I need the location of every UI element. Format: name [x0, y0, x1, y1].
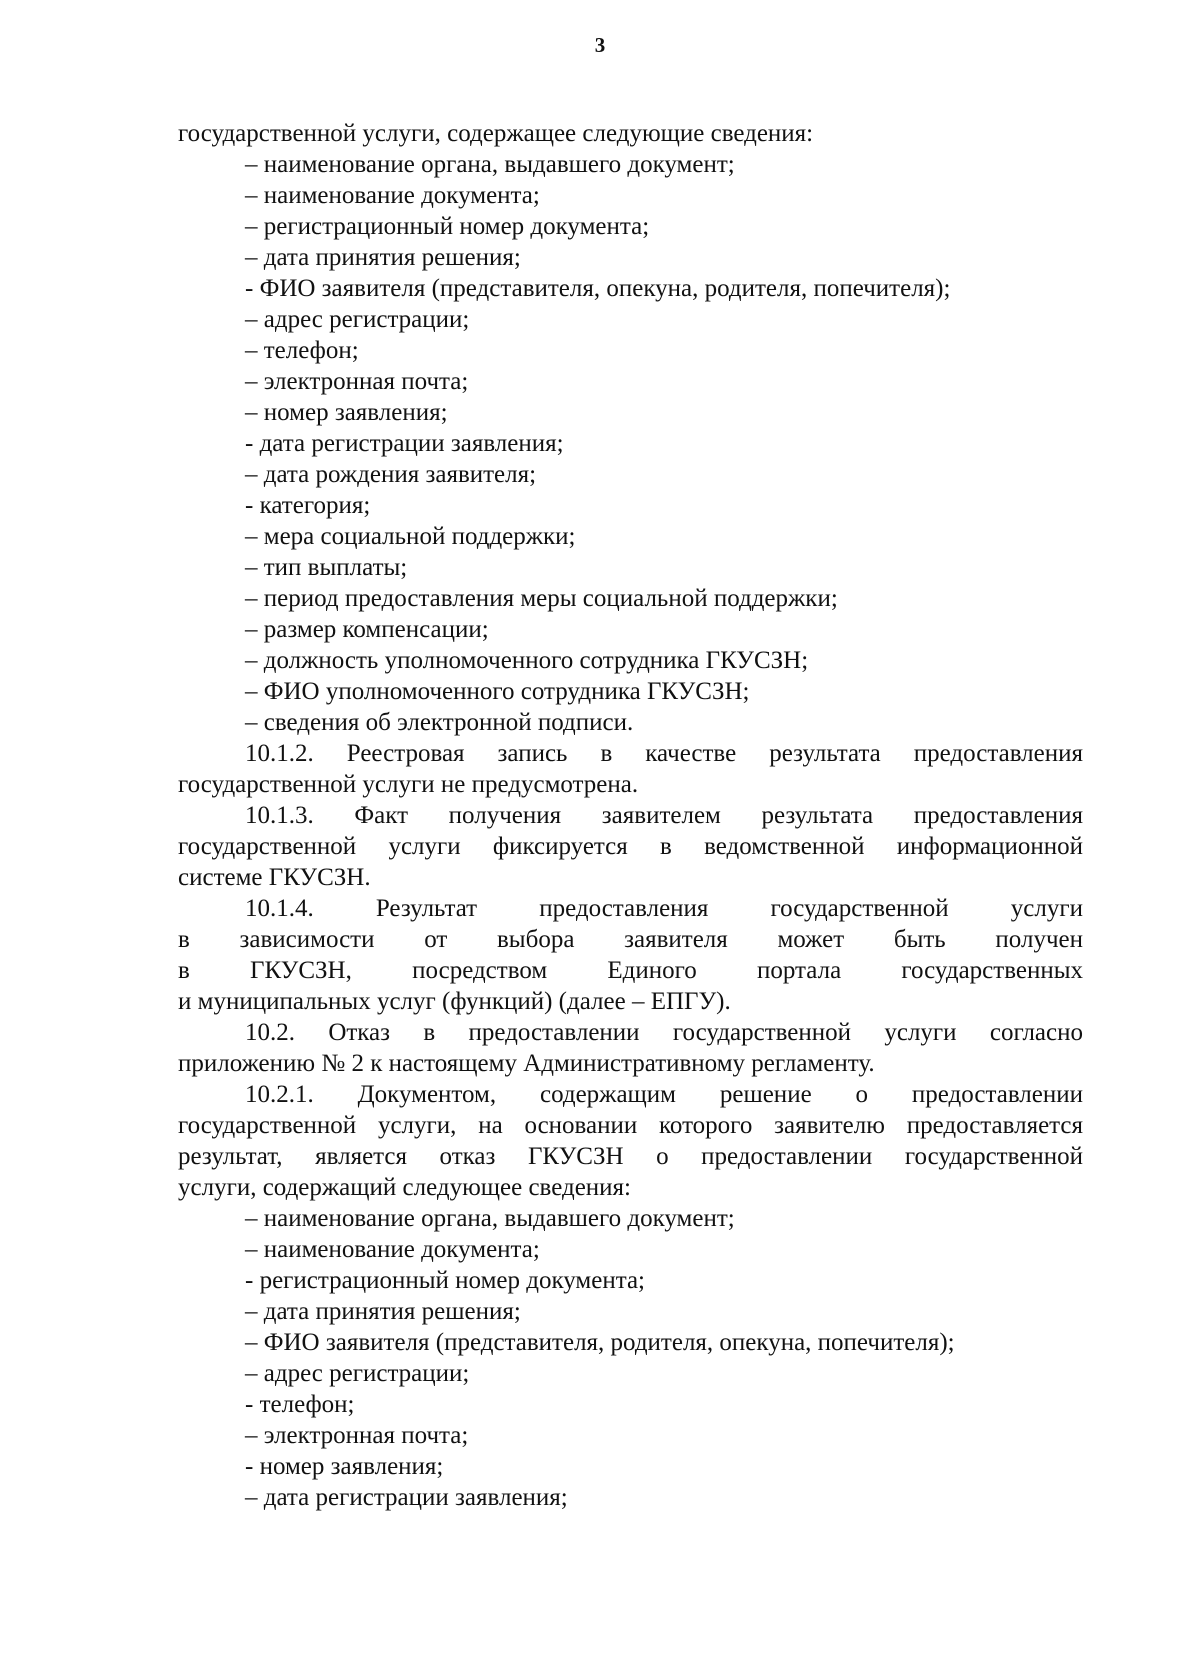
paragraph-10-1-3 [178, 800, 1083, 893]
paragraph-line: в зависимости от выбора заявителя может быть получен [178, 926, 1083, 953]
list-item: - номер заявления; [245, 1453, 444, 1480]
list-item: – электронная почта; [245, 368, 469, 395]
paragraph-line: результат, является отказ ГКУСЗН о предоставлении государственной [178, 1143, 1083, 1170]
list-item: – адрес регистрации; [245, 1360, 470, 1387]
list-item: – электронная почта; [245, 1422, 469, 1449]
paragraph-line: приложению № 2 к настоящему Административному регламенту. [178, 1050, 875, 1077]
paragraph-line: 10.1.3. Факт получения заявителем результата предоставления [245, 802, 1083, 829]
list-item: – ФИО заявителя (представителя, родителя, опекуна, попечителя); [245, 1329, 955, 1356]
list-item: – сведения об электронной подписи. [245, 709, 634, 736]
list-item: – должность уполномоченного сотрудника ГКУСЗН; [245, 647, 809, 674]
paragraph-line: и муниципальных услуг (функций) (далее – ЕПГУ). [178, 988, 731, 1015]
list-item: - категория; [245, 492, 371, 519]
list-item: – мера социальной поддержки; [245, 523, 576, 550]
list-item: – ФИО уполномоченного сотрудника ГКУСЗН; [245, 678, 750, 705]
list-item: – адрес регистрации; [245, 306, 470, 333]
list-item: - дата регистрации заявления; [245, 430, 564, 457]
list-item: – дата регистрации заявления; [245, 1484, 568, 1511]
list-item: – размер компенсации; [245, 616, 489, 643]
paragraph-line: государственной услуги не предусмотрена. [178, 771, 639, 798]
list-item: – наименование органа, выдавшего документ; [245, 1205, 735, 1232]
paragraph-line: 10.1.4. Результат предоставления государственной услуги [245, 895, 1083, 922]
paragraph-10-1-2 [178, 738, 1083, 800]
section2-list [178, 1203, 1083, 1513]
list-item: - ФИО заявителя (представителя, опекуна, родителя, попечителя); [245, 275, 951, 302]
paragraph-10-2 [178, 1017, 1083, 1079]
list-item: – наименование органа, выдавшего документ; [245, 151, 735, 178]
paragraph-line: государственной услуги фиксируется в ведомственной информационной [178, 833, 1083, 860]
paragraph-line: государственной услуги, на основании которого заявителю предоставляется [178, 1112, 1083, 1139]
list-item: - регистрационный номер документа; [245, 1267, 645, 1294]
paragraph-line: 10.2.1. Документом, содержащим решение о предоставлении [245, 1081, 1083, 1108]
paragraph-10-1-4 [178, 893, 1083, 1017]
document-body [178, 118, 1083, 1513]
list-item: – номер заявления; [245, 399, 448, 426]
paragraph-line: системе ГКУСЗН. [178, 864, 371, 891]
list-item: – дата рождения заявителя; [245, 461, 537, 488]
list-item: – регистрационный номер документа; [245, 213, 650, 240]
section1-intro: государственной услуги, содержащее следующие сведения: [178, 120, 814, 147]
list-item: – дата принятия решения; [245, 244, 521, 271]
list-item: – наименование документа; [245, 1236, 540, 1263]
list-item: – период предоставления меры социальной поддержки; [245, 585, 838, 612]
paragraph-line: 10.1.2. Реестровая запись в качестве результата предоставления [245, 740, 1083, 767]
paragraph-line: 10.2. Отказ в предоставлении государственной услуги согласно [245, 1019, 1083, 1046]
list-item: – тип выплаты; [245, 554, 408, 581]
page-number: 3 [594, 33, 606, 57]
list-item: - телефон; [245, 1391, 355, 1418]
list-item: – дата принятия решения; [245, 1298, 521, 1325]
paragraph-10-2-1 [178, 1079, 1083, 1203]
list-item: – наименование документа; [245, 182, 540, 209]
list-item: – телефон; [245, 337, 359, 364]
section1-list [178, 149, 1083, 738]
paragraph-line: услуги, содержащий следующее сведения: [178, 1174, 631, 1201]
paragraph-line: в ГКУСЗН, посредством Единого портала государственных [178, 957, 1083, 984]
